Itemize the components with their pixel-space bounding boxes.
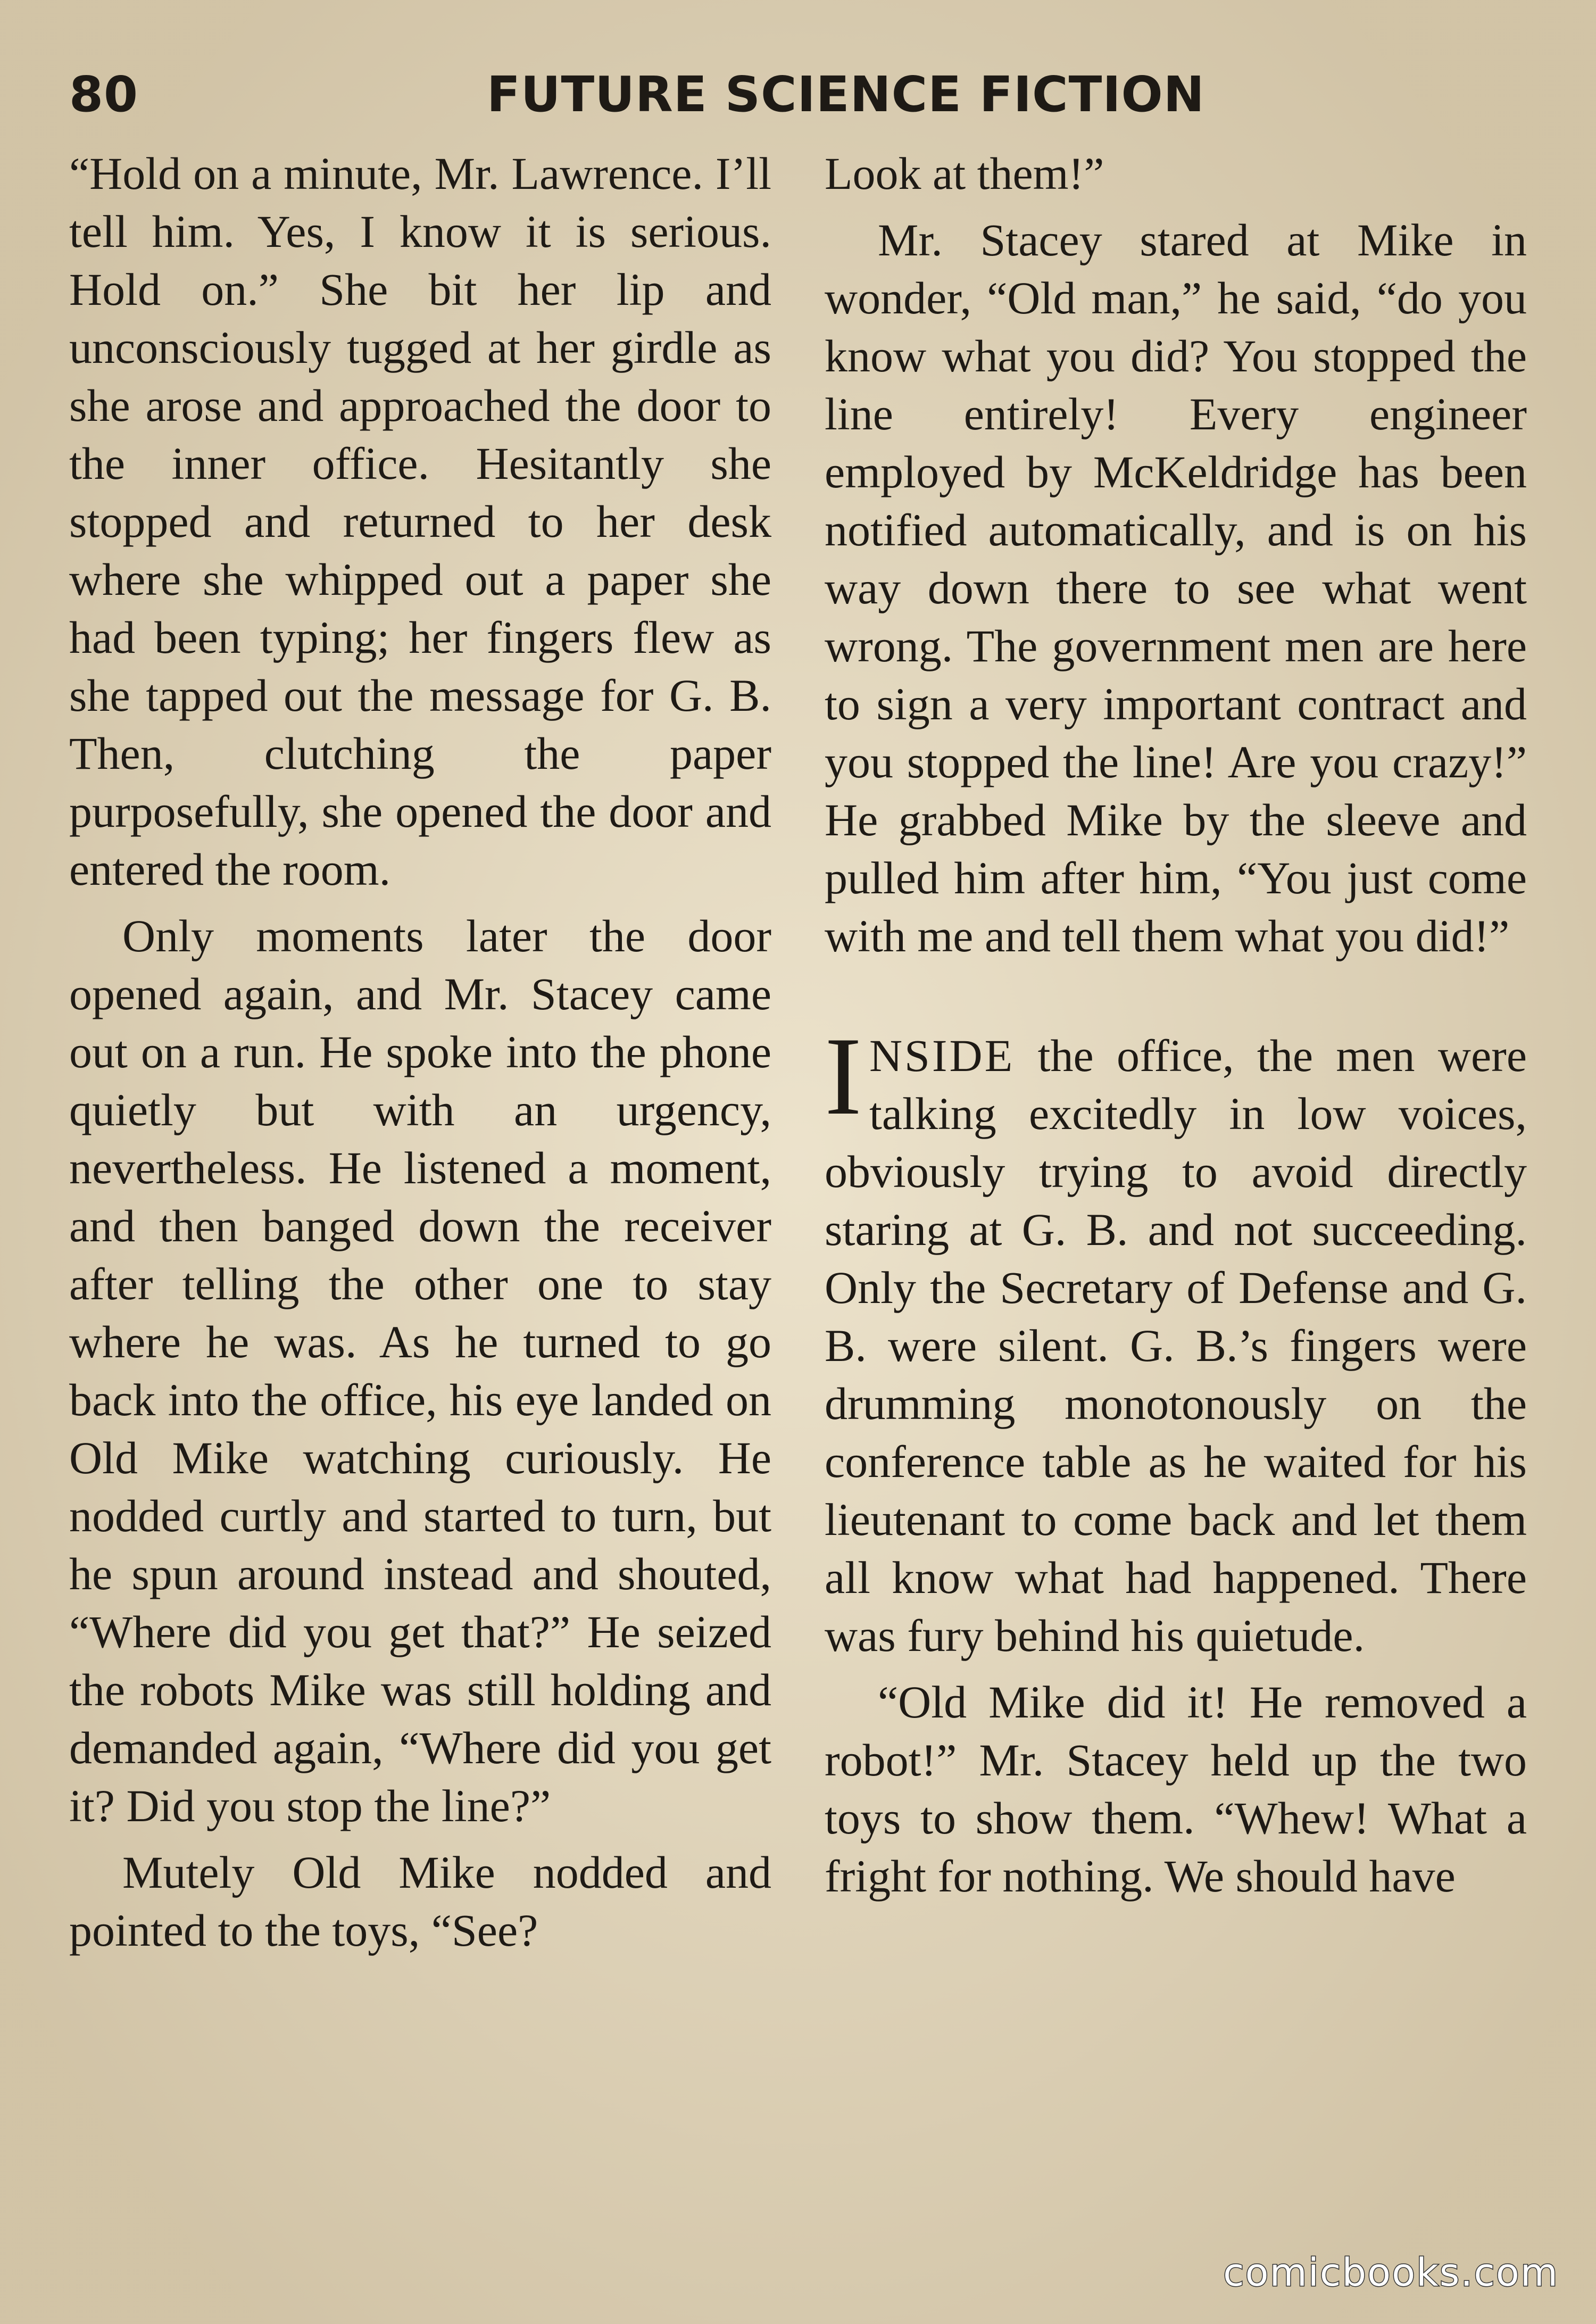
right-column — [825, 145, 1527, 1905]
small-caps-lead: NSIDE — [869, 1030, 1015, 1081]
running-title: FUTURE SCIENCE FICTION — [487, 66, 1205, 123]
left-column — [69, 145, 771, 1960]
drop-cap: I — [825, 1015, 862, 1138]
paragraph: Mutely Old Mike nodded and pointed to the toys, “See? — [69, 1847, 771, 1956]
paragraph: “Hold on a minute, Mr. Lawrence. I’ll tell him. Yes, I know it is serious. Hold on.” She bit her lip and unconsciously tugged at her girdle as she arose and approached the door to the inner office. Hesitantly she stopped and returned to her desk where she whipped out a paper she had been typing; her fingers flew as she tapped out the message for G. B. Then, clutching the paper purposefully, she opened the door and entered the room. — [69, 148, 771, 895]
paragraph-text: the office, the men were talking excitedly in low voices, obviously trying to avoid directly staring at G. B. and not succeeding. Only the Secretary of Defense and G. B. were silent. G. B.’s fingers were drumming monotonously on the conference table as he waited for his lieutenant to come back and let them all know what had happened. There was fury behind his quietude. — [825, 1030, 1527, 1661]
page-header — [69, 63, 1537, 127]
page-number: 80 — [69, 66, 139, 123]
paragraph: Look at them!” — [825, 148, 1104, 199]
paragraph: Only moments later the door opened again, and Mr. Stacey came out on a run. He spoke into the phone quietly but with an urgency, nevertheless. He listened a moment, and then banged down the receiver after telling the other one to stay where he was. As he turned to go back into the office, his eye landed on Old Mike watching curiously. He nodded curtly and started to turn, but he spun around instead and shouted, “Where did you get that?” He seized the robots Mike was still holding and demanded again, “Where did you get it? Did you stop the line?” — [69, 910, 771, 1831]
section-paragraph — [825, 1015, 1527, 1665]
watermark: comicbooks.com — [1223, 2250, 1559, 2295]
paragraph: “Old Mike did it! He removed a robot!” Mr. Stacey held up the two toys to show them. “Whew! What a fright for nothing. We should have — [825, 1676, 1527, 1902]
paragraph: Mr. Stacey stared at Mike in wonder, “Old man,” he said, “do you know what you did? You stopped the line entirely! Every engineer employed by McKeldridge has been notified automatically, and is on his way down there to see what went wrong. The government men are here to sign a very important contract and you stopped the line! Are you crazy!” He grabbed Mike by the sleeve and pulled him after him, “You just come with me and tell them what you did!” — [825, 214, 1527, 961]
